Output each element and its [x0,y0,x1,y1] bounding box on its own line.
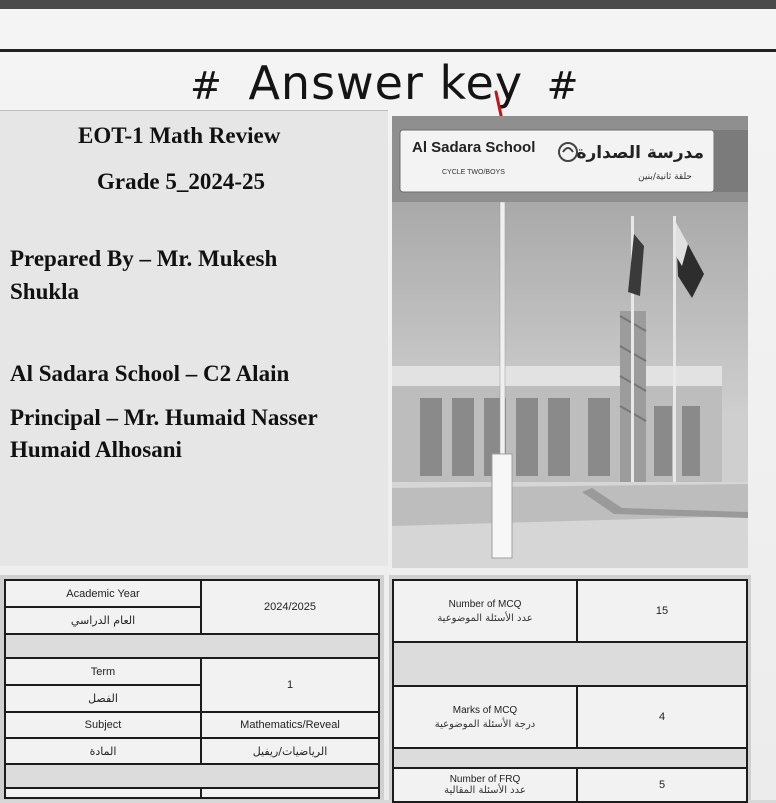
sign-english-sub: CYCLE TWO/BOYS [442,169,505,176]
school-photo [392,116,748,568]
principal-line2: Humaid Alhosani [10,437,182,462]
term-label: Term [5,658,201,685]
hash-left: # [190,64,223,108]
mcq-marks-label [393,686,577,748]
prepared-by-line2: Shukla [10,279,80,304]
answer-key-title: Answer key [248,56,524,110]
right-info-table [392,579,748,803]
hash-right: # [546,64,580,108]
table-spacer [393,642,747,686]
academic-year-value: 2024/2025 [201,580,379,634]
frq-count-label [393,768,577,802]
mcq-marks-label-ar: درجة الأسئلة الموضوعية [434,718,536,730]
table-spacer [5,634,379,658]
academic-year-label-ar: العام الدراسي [5,607,201,634]
prepared-by-line1: Prepared By – Mr. Mukesh [10,246,278,271]
info-panel [0,110,388,566]
table-row-partial [5,788,201,798]
sign-arabic-sub: حلقة ثانية/بنين [638,172,692,182]
mcq-count-label [393,580,577,642]
academic-year-label: Academic Year [5,580,201,607]
mcq-count-label-en: Number of MCQ [448,598,522,610]
term-label-ar: الفصل [5,685,201,712]
subject-label: Subject [5,712,201,738]
subject-label-ar: المادة [5,738,201,764]
mcq-count-value: 15 [577,580,747,642]
subject-value: Mathematics/Reveal [201,712,379,738]
frq-count-label-ar: عدد الأسئلة المقالية [444,785,526,796]
mcq-marks-label-en: Marks of MCQ [452,704,518,716]
mcq-count-label-ar: عدد الأسئلة الموضوعية [437,612,533,624]
review-title: EOT-1 Math Review [78,123,281,148]
table-row-partial [201,788,379,798]
answer-key-heading [190,48,580,118]
mcq-marks-value: 4 [577,686,747,748]
top-dark-bar [0,0,776,9]
sign-arabic: مدرسة الصدارة [576,143,704,163]
frq-count-label-en: Number of FRQ [449,774,521,785]
table-spacer [5,764,379,788]
frq-count-value: 5 [577,768,747,802]
subject-value-ar: الرياضيات/ريفيل [201,738,379,764]
grade-label: Grade 5_2024-25 [97,169,266,194]
school-name: Al Sadara School – C2 Alain [10,361,290,386]
sign-english: Al Sadara School [412,139,536,156]
left-info-table [4,579,380,799]
principal-line1: Principal – Mr. Humaid Nasser [10,405,318,430]
table-spacer [393,748,747,768]
term-value: 1 [201,658,379,712]
